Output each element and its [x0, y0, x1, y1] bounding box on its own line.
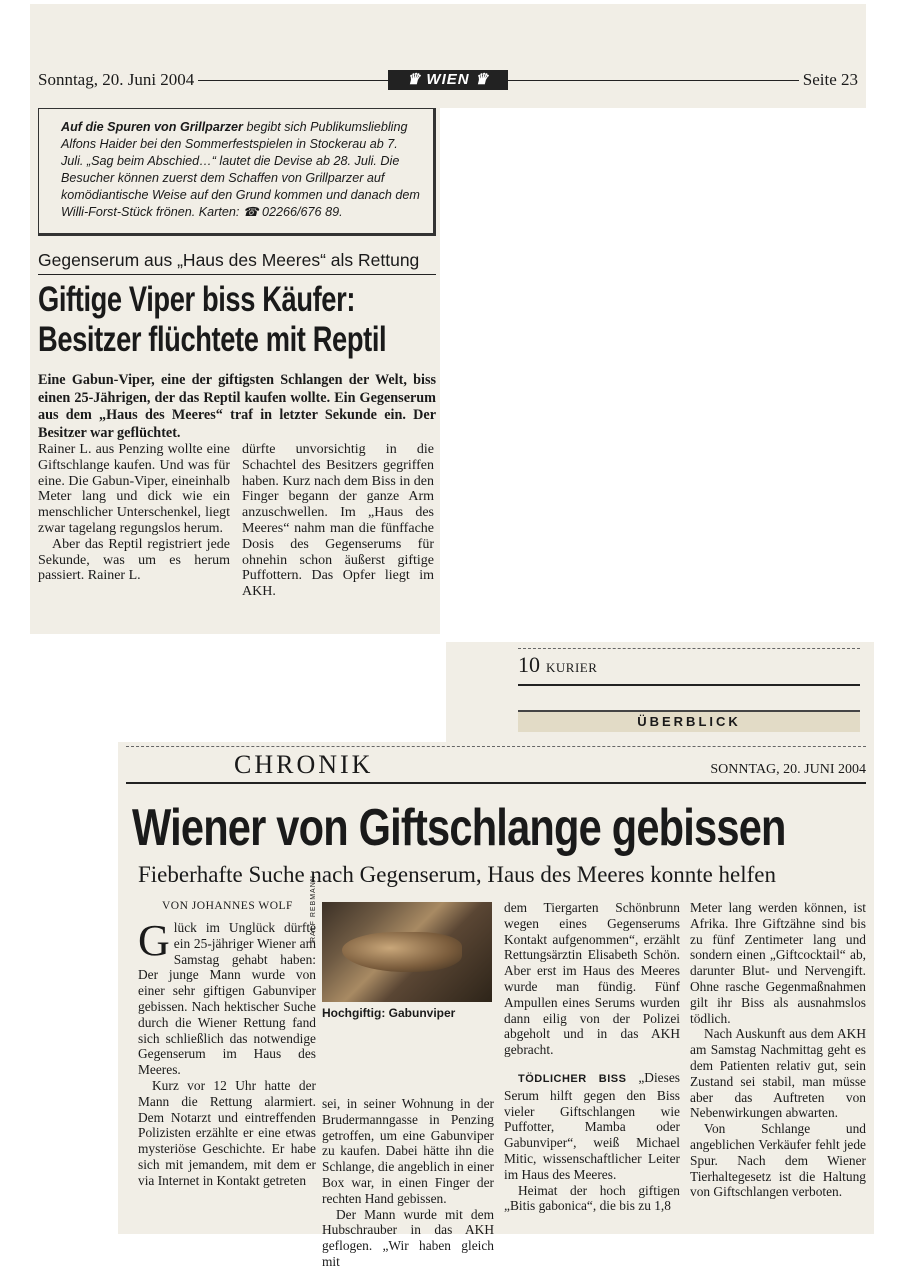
- headline-line-2: Besitzer flüchtete mit Reptil: [38, 320, 387, 359]
- article-column-1: [38, 442, 230, 584]
- article-column-2: [242, 442, 434, 600]
- paragraph: Aber das Reptil registriert jede Sekunde, was um es herum passiert. Rainer L.: [38, 536, 230, 584]
- article-column-4: [690, 900, 866, 1200]
- paragraph: Kurz vor 12 Uhr hatte der Mann die Rettung alarmiert. Dem Notarzt und eintreffenden Polizisten erzählte er eine etwas mysteriöse Geschichte. Er habe sich mit jemandem, mit dem er via Internet in Kontakt getreten: [138, 1077, 316, 1188]
- subhead: TÖDLICHER BISS: [518, 1072, 627, 1085]
- article-column-1: [138, 916, 316, 1189]
- kurier-header-clipping: [446, 642, 874, 746]
- page-number: Seite 23: [799, 70, 858, 90]
- article-date: SONNTAG, 20. JUNI 2004: [710, 762, 866, 777]
- headline-line-1: Giftige Viper biss Käufer:: [38, 280, 356, 319]
- header-clipping: [30, 4, 866, 108]
- drop-cap: G: [138, 916, 170, 965]
- article-column-3: [504, 900, 680, 1214]
- paragraph-text: „Dieses Serum hilft gegen den Biss vieler Giftschlangen wie Puffotter, Mamba oder Gabunviper“, weiß Michael Mitic, wissenschaftlicher Leiter im Haus des Meeres.: [504, 1069, 680, 1182]
- paragraph: dem Tiergarten Schönbrunn wegen eines Gegenserums Kontakt aufgenommen“, erzählt Rettungsärztin Elisabeth Schön. Aber erst im Haus des Meeres wurde man fündig. Fünf Ampullen eines Serums wurden dann eilig von der Polizei abgeholt und in das AKH gebracht.: [504, 900, 680, 1058]
- paragraph: Meter lang werden können, ist Afrika. Ihre Giftzähne sind bis zu fünf Zentimeter lang und sondern einen „Giftcocktail“ ab, darunter Blut- und Nervengift. Ohne rasche Gegenmaßnahmen gilt ihr Biss als ausnahmslos tödlich.: [690, 900, 866, 1026]
- paragraph: Nach Auskunft aus dem AKH am Samstag Nachmittag geht es dem Patienten relativ gut, sein Zustand sei stabil, man müsse aber das Auftreten von Nebenwirkungen abwarten.: [690, 1026, 866, 1121]
- dashed-rule: [518, 648, 860, 649]
- paragraph: dürfte unvorsichtig in die Schachtel des Besitzers gegriffen haben. Kurz nach dem Biss in den Finger begann der ganze Arm anzuschwellen. Im „Haus des Meeres“ nahm man die fünffache Dosis des Gegenserums für ohnehin schon äußerst giftige Puffottern. Das Opfer liegt im AKH.: [242, 442, 434, 600]
- article-lead: Eine Gabun-Viper, eine der giftigsten Schlangen der Welt, biss einen 25-Jährigen, der das Reptil kaufen wollte. Ein Gegenserum aus dem „Haus des Meeres“ traf in letzter Sekunde ein. Der Besitzer war geflüchtet.: [38, 372, 436, 441]
- byline: VON JOHANNES WOLF: [162, 900, 293, 912]
- article-headline: Wiener von Giftschlange gebissen: [132, 799, 786, 857]
- crown-icon: ♛: [474, 71, 490, 88]
- teaser-box: [38, 108, 436, 236]
- chronik-article-clipping: [118, 742, 874, 1269]
- photo-credit: RALF REBMANN: [310, 875, 317, 942]
- paragraph: Heimat der hoch giftigen „Bitis gabonica“, die bis zu 1,8: [504, 1182, 680, 1214]
- section-title: CHRONIK: [234, 750, 374, 779]
- article-kicker: Gegenserum aus „Haus des Meeres“ als Rettung: [38, 250, 436, 275]
- header-rule: [518, 684, 860, 686]
- kurier-masthead: KURIER: [546, 660, 598, 675]
- viper-article-clipping: [30, 104, 440, 634]
- paragraph: [504, 1070, 680, 1183]
- section-label: WIEN: [426, 71, 470, 88]
- viper-photo: [322, 902, 492, 1002]
- dashed-rule: [126, 746, 866, 747]
- paragraph-text: lück im Unglück dürfte ein 25-jähriger Wiener am Samstag gehabt haben: Der junge Mann wurde von einer sehr giftigen Gabunviper gebissen. Nach hektischer Suche durch die Wiener Rettung fand sich schließlich das notwendige Gegenserum im Haus des Meeres.: [138, 920, 316, 1078]
- section-badge: [388, 70, 508, 90]
- paragraph: Der Mann wurde mit dem Hubschrauber in das AKH geflogen. „Wir haben gleich mit: [322, 1206, 494, 1269]
- article-subheadline: Fieberhafte Suche nach Gegenserum, Haus des Meeres konnte helfen: [138, 862, 777, 887]
- article-headline: [38, 280, 436, 360]
- paragraph: Rainer L. aus Penzing wollte eine Giftschlange kaufen. Und was für eine. Die Gabun-Viper, eineinhalb Meter lang und dick wie ein menschlicher Unterschenkel, liegt zwar tagelang regungslos herum.: [38, 442, 230, 536]
- photo-caption: Hochgiftig: Gabunviper: [322, 1006, 456, 1020]
- header-date: Sonntag, 20. Juni 2004: [38, 70, 198, 90]
- teaser-lead: Auf die Spuren von Grillparzer: [61, 120, 243, 134]
- section-band: ÜBERBLICK: [518, 710, 860, 732]
- article-column-2: [322, 1096, 494, 1270]
- kurier-page-number: 10: [518, 652, 540, 677]
- teaser-text: begibt sich Publikumsliebling Alfons Haider bei den Sommerfestspielen in Stockerau ab 7. Juli. „Sag beim Abschied…“ lautet die Devise ab 28. Juli. Die Besucher können zuerst dem Schaffen von Grillparzer auf komödiantische Weise auf den Grund kommen und danach dem Willi-Forst-Stück frönen. Karten: ☎ 02266/676 89.: [61, 120, 420, 219]
- paragraph: sei, in seiner Wohnung in der Brudermanngasse in Penzing getroffen, um eine Gabunviper zu kaufen. Dabei hätte ihn die Schlange, die angeblich in einer Box war, in einen Finger der rechten Hand gebissen.: [322, 1096, 494, 1206]
- paragraph: Von Schlange und angeblichen Verkäufer fehlt jede Spur. Nach dem Wiener Tierhaltegesetz ist die Haltung von Giftschlangen verboten.: [690, 1121, 866, 1200]
- paragraph: [138, 916, 316, 1078]
- header-rule: [126, 782, 866, 784]
- crown-icon: ♛: [406, 71, 422, 88]
- snake-head-icon: [342, 932, 462, 972]
